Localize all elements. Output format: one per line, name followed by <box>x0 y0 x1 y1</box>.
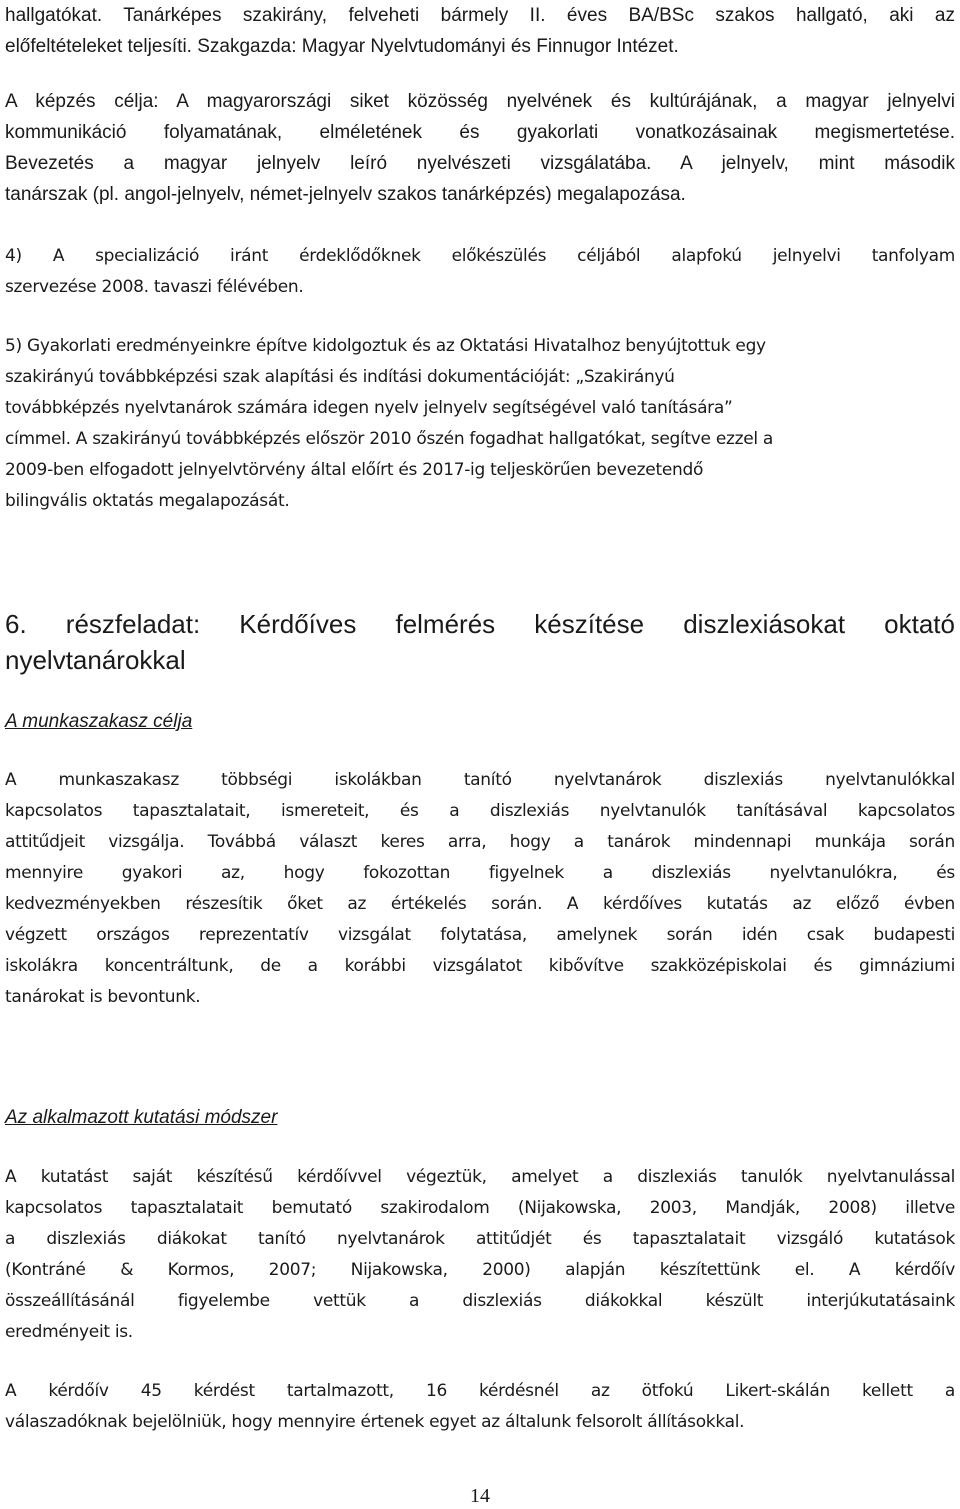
text-line: címmel. A szakirányú továbbképzés először 2010 őszén fogadhat hallgatókat, segítve ezzel a <box>5 429 774 449</box>
heading-line: nyelvtanárokkal <box>5 645 186 675</box>
text-line: válaszadóknak bejelölniük, hogy mennyire értenek egyet az általunk felsorolt állításokkal. <box>5 1412 745 1432</box>
heading-line: 6. részfeladat: Kérdőíves felmérés készítése diszlexiásokat oktató <box>5 609 955 639</box>
text-line: végzett országos reprezentatív vizsgálat folytatása, amelynek során idén csak budapesti <box>5 925 955 945</box>
text-line: tanárokat is bevontunk. <box>5 987 201 1007</box>
text-line: 4) A specializáció iránt érdeklődőknek előkészülés céljából alapfokú jelnyelvi tanfolyam <box>5 246 955 266</box>
page-number: 14 <box>470 1485 490 1507</box>
paragraph-training-goal <box>5 86 955 210</box>
text-line: hallgatókat. Tanárképes szakirány, felveheti bármely II. éves BA/BSc szakos hallgató, aki az <box>5 5 955 26</box>
text-line: attitűdjeit vizsgálja. Továbbá választ keres arra, hogy a tanárok mindennapi munkája során <box>5 832 955 852</box>
text-line: szakirányú továbbképzési szak alapítási és indítási dokumentációját: „Szakirányú <box>5 367 675 387</box>
paragraph-item-4 <box>5 241 955 303</box>
paragraph-work-goal <box>5 765 955 1013</box>
text-line: A képzés célja: A magyarországi siket közösség nyelvének és kultúrájának, a magyar jelnyelvi <box>5 91 955 112</box>
text-line: 5) Gyakorlati eredményeinkre építve kidolgoztuk és az Oktatási Hivatalhoz benyújtottuk egy <box>5 336 766 356</box>
text-line: továbbképzés nyelvtanárok számára idegen nyelv jelnyelv segítségével való tanítására” <box>5 398 733 418</box>
text-line: mennyire gyakori az, hogy fokozottan figyelnek a diszlexiás nyelvtanulókra, és <box>5 863 955 883</box>
text-line: kapcsolatos tapasztalatait bemutató szakirodalom (Nijakowska, 2003, Mandják, 2008) illetve <box>5 1198 955 1218</box>
subheading-work-goal: A munkaszakasz célja <box>5 711 193 732</box>
text-line: A munkaszakasz többségi iskolákban tanító nyelvtanárok diszlexiás nyelvtanulókkal <box>5 770 955 790</box>
paragraph-method <box>5 1162 955 1348</box>
text-line: bilingvális oktatás megalapozását. <box>5 491 290 511</box>
text-line: összeállításánál figyelembe vettük a diszlexiás diákokkal készült interjúkutatásaink <box>5 1291 955 1311</box>
text-line: (Kontráné & Kormos, 2007; Nijakowska, 2000) alapján készítettünk el. A kérdőív <box>5 1260 955 1280</box>
paragraph-item-5 <box>5 331 955 517</box>
text-line: előfeltételeket teljesíti. Szakgazda: Magyar Nyelvtudományi és Finnugor Intézet. <box>5 36 679 57</box>
text-line: 2009-ben elfogadott jelnyelvtörvény által előírt és 2017-ig teljeskörűen bevezetendő <box>5 460 704 480</box>
section-heading-6 <box>5 606 955 678</box>
text-line: iskolákra koncentráltunk, de a korábbi vizsgálatot kibővítve szakközépiskolai és gimnáziumi <box>5 956 955 976</box>
text-line: szervezése 2008. tavaszi félévében. <box>5 277 304 297</box>
text-line: A kutatást saját készítésű kérdőívvel végeztük, amelyet a diszlexiás tanulók nyelvtanulással <box>5 1167 955 1187</box>
paragraph-intro <box>5 0 955 62</box>
text-line: a diszlexiás diákokat tanító nyelvtanárok attitűdjét és tapasztalatait vizsgáló kutatások <box>5 1229 955 1249</box>
text-line: Bevezetés a magyar jelnyelv leíró nyelvészeti vizsgálatába. A jelnyelv, mint második <box>5 153 955 174</box>
text-line: kommunikáció folyamatának, elméletének és gyakorlati vonatkozásainak megismertetése. <box>5 122 955 143</box>
text-line: eredményeit is. <box>5 1322 133 1342</box>
text-line: kapcsolatos tapasztalatait, ismereteit, és a diszlexiás nyelvtanulók tanításával kapcsolatos <box>5 801 955 821</box>
paragraph-questionnaire <box>5 1376 955 1438</box>
text-line: A kérdőív 45 kérdést tartalmazott, 16 kérdésnél az ötfokú Likert-skálán kellett a <box>5 1381 955 1401</box>
text-line: kedvezményekben részesítik őket az értékelés során. A kérdőíves kutatás az előző évben <box>5 894 955 914</box>
subheading-method: Az alkalmazott kutatási módszer <box>5 1107 278 1128</box>
text-line: tanárszak (pl. angol-jelnyelv, német-jelnyelv szakos tanárképzés) megalapozása. <box>5 184 686 205</box>
